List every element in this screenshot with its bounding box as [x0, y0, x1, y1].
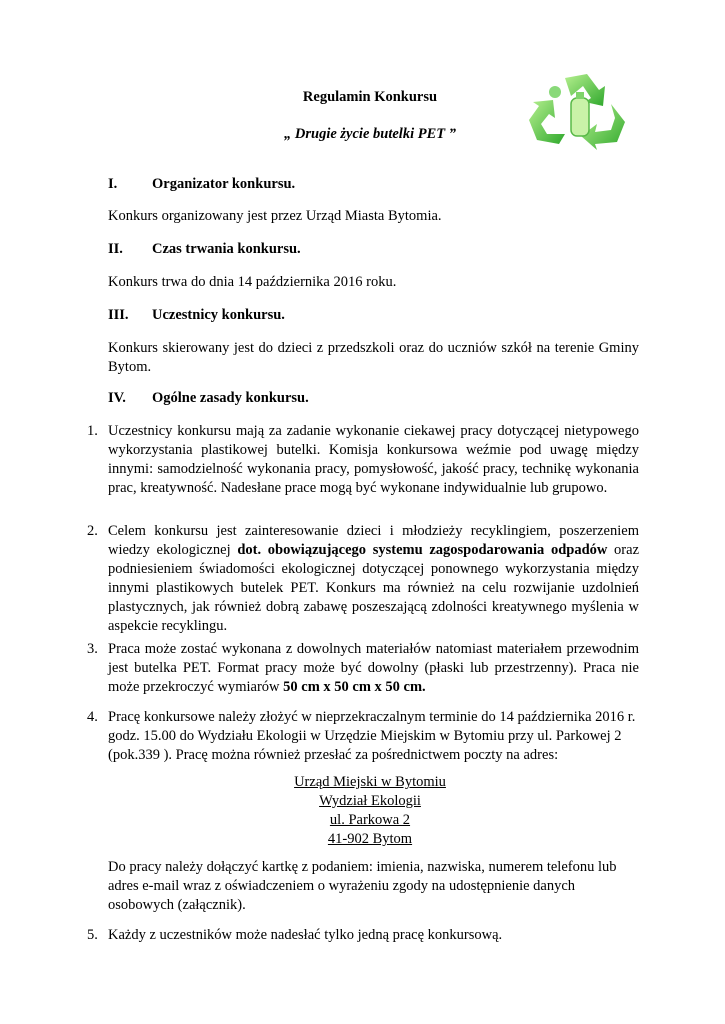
- document-title: Regulamin Konkursu: [302, 89, 438, 105]
- section-number: I.: [108, 176, 118, 192]
- address-line: ul. Parkowa 2: [329, 812, 411, 828]
- rule-text: Pracę konkursowe należy złożyć w nieprzekraczalnym terminie do 14 października 2016 r. godz. 15.00 do Wydziału Ekologii w Urzędzie Miejskim w Bytomiu przy ul. Parkowej 2 (pok.339 ). Pracę można również przesłać za pośrednictwem poczty na adres:: [108, 709, 636, 763]
- address-line: 41-902 Bytom: [327, 831, 413, 847]
- address-line: Wydział Ekologii: [319, 793, 421, 809]
- recycle-bottle-logo: [525, 70, 635, 152]
- rule-text-part: Praca może zostać wykonana z dowolnych materiałów natomiast materiałem przewodnim jest butelka PET. Format pracy może być dowolny (płaski lub przestrzenny). Praca nie może przekroczyć wymiarów: [108, 641, 639, 695]
- rule-number: 1.: [87, 423, 98, 439]
- rule-text: [108, 522, 639, 636]
- rule-text-part: oraz podniesieniem świadomości ekologicznej dotyczącej ponownego wykorzystania między innymi plastikowych butelek PET. Konkurs ma również na celu rozwijanie uzdolnień plastycznych, jak również dobrą zabawę poszeszającą zdolności kreatywnego myślenia w aspekcie recyklingu.: [108, 542, 640, 634]
- section-text: Konkurs skierowany jest do dzieci z przedszkoli oraz do uczniów szkół na terenie Gminy Bytom.: [108, 340, 639, 375]
- attachment-note: Do pracy należy dołączyć kartkę z podaniem: imienia, nazwiska, numerem telefonu lub adres e-mail wraz z oświadczeniem o wyrażeniu zgody na udostępnienie danych osobowych (załącznik).: [108, 859, 617, 913]
- section-number: III.: [108, 307, 129, 323]
- rule-text-part: Celem konkursu jest zainteresowanie dzieci i młodzieży recyklingiem, poszerzeniem wiedzy ekologicznej: [108, 523, 639, 558]
- document-subtitle: „ Drugie życie butelki PET ”: [284, 126, 456, 142]
- section-number: II.: [108, 241, 123, 257]
- postal-address: [0, 773, 725, 849]
- rule-number: 3.: [87, 641, 98, 657]
- section-text: Konkurs organizowany jest przez Urząd Miasta Bytomia.: [108, 208, 442, 224]
- section-number: IV.: [108, 390, 126, 406]
- rule-number: 2.: [87, 523, 98, 539]
- section-title: Ogólne zasady konkursu.: [152, 390, 309, 406]
- section-title: Uczestnicy konkursu.: [152, 307, 285, 323]
- rule-number: 4.: [87, 709, 98, 725]
- address-line: Urząd Miejski w Bytomiu: [294, 774, 446, 790]
- rule-text: Uczestnicy konkursu mają za zadanie wykonanie ciekawej pracy dotyczącej nietypowego wykorzystania plastikowej butelki. Komisja konkursowa weźmie pod uwagę między innymi: samodzielność wykonania pracy, pomysłowość, jakość pracy, technikę wykonania prac, kreatywność. Nadesłane prace mogą być wykonane indywidualnie lub grupowo.: [108, 423, 639, 496]
- rule-text-bold: 50 cm x 50 cm x 50 cm.: [283, 679, 426, 695]
- rule-number: 5.: [87, 927, 98, 943]
- section-title: Czas trwania konkursu.: [152, 241, 301, 257]
- rule-text: [108, 640, 639, 697]
- section-text: Konkurs trwa do dnia 14 października 2016 roku.: [108, 274, 397, 290]
- section-title: Organizator konkursu.: [152, 176, 296, 192]
- rule-text: Każdy z uczestników może nadesłać tylko jedną pracę konkursową.: [108, 927, 503, 943]
- rule-text-bold: dot. obowiązującego systemu zagospodarowania odpadów: [237, 542, 608, 558]
